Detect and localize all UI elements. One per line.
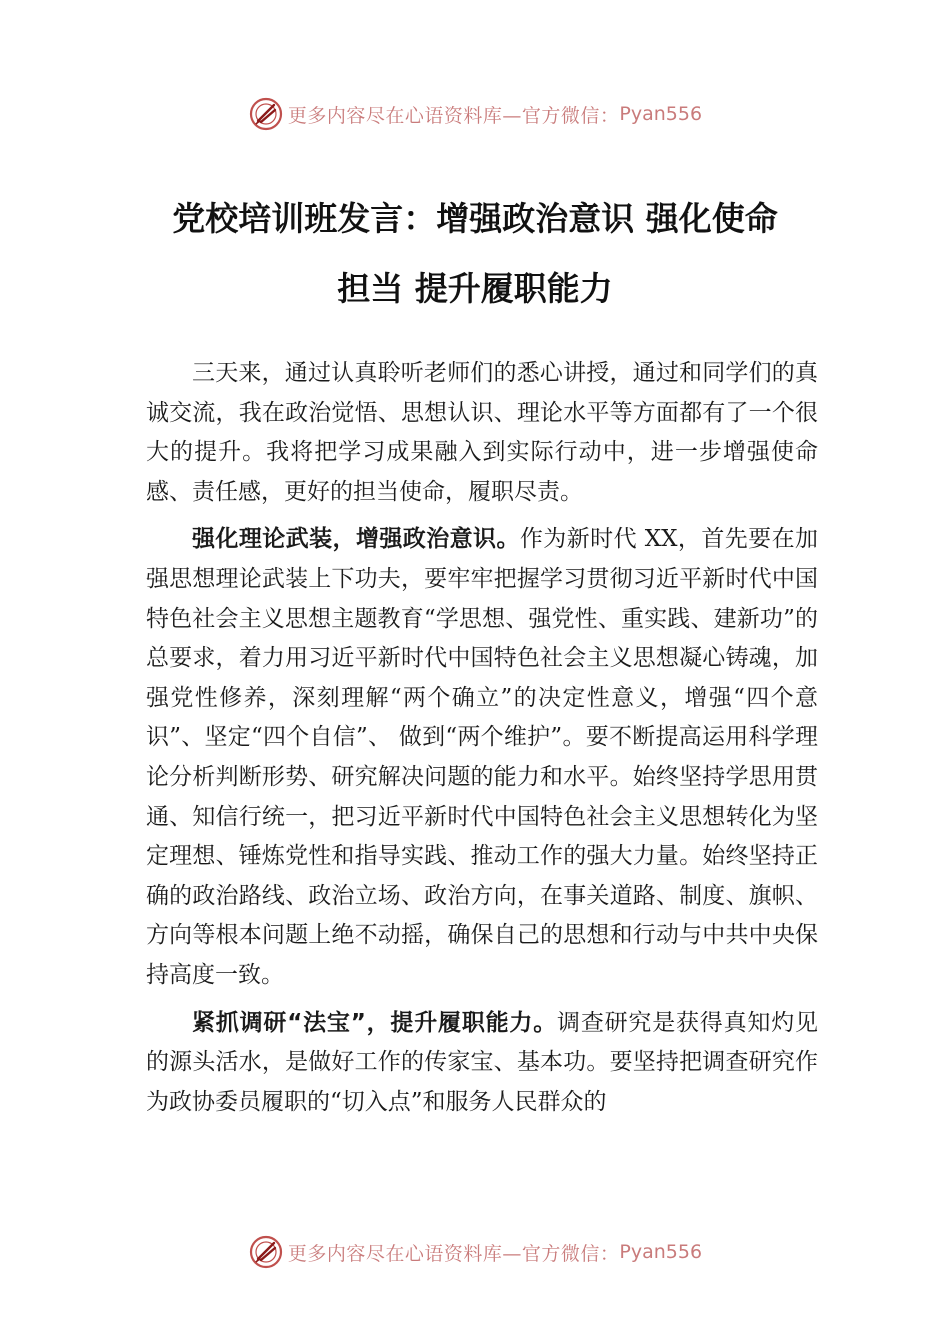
watermark-text: 更多内容尽在心语资料库—官方微信： bbox=[287, 104, 620, 127]
paragraph-text: 调查研究是获得真知灼见的源头活水，是做好工作的传家宝、基本功。要坚持把调查研究作为政协委员履职的“切入点”和服务人民群众的 bbox=[146, 1009, 819, 1115]
logo-icon bbox=[248, 1234, 284, 1270]
document-body bbox=[146, 354, 818, 1122]
watermark-wechat-id: Pyan556 bbox=[619, 1241, 703, 1263]
logo-icon bbox=[248, 96, 284, 132]
title-line-2: 担当 提升履职能力 bbox=[337, 269, 613, 308]
paragraph-research bbox=[146, 1004, 818, 1123]
paragraph-text: 作为新时代 XX，首先要在加强思想理论武装上下功夫，要牢牢把握学习贯彻习近平新时代中国特色社会主义思想主题教育“学思想、强党性、重实践、建新功”的总要求，着力用习近平新时代中国特色社会主义思想凝心铸魂，加强党性修养，深刻理解“两个确立”的决定性意义，增强“四个意识”、坚定“四个自信”、 做到“两个维护”。要不断提高运用科学理论分析判断形势、研究解决问题的能力和水平。始终坚持学思用贯通、知信行统一，把习近平新时代中国特色社会主义思想转化为坚定理想、锤炼党性和指导实践、推动工作的强大力量。始终坚持正确的政治路线、政治立场、政治方向，在事关道路、制度、旗帜、方向等根本问题上绝不动摇，确保自己的思想和行动与中共中央保持高度一致。 bbox=[146, 526, 818, 988]
watermark-banner-bottom bbox=[0, 1232, 950, 1272]
paragraph-heading: 紧抓调研“法宝”，提升履职能力。 bbox=[192, 1009, 558, 1036]
watermark-banner-top bbox=[0, 94, 950, 134]
title-line-1: 党校培训班发言：增强政治意识 强化使命 bbox=[172, 199, 778, 238]
watermark-text: 更多内容尽在心语资料库—官方微信： bbox=[287, 1242, 620, 1265]
watermark-wechat-id: Pyan556 bbox=[619, 103, 703, 125]
paragraph-theory bbox=[146, 520, 818, 995]
paragraph-text: 三天来，通过认真聆听老师们的悉心讲授，通过和同学们的真诚交流，我在政治觉悟、思想认识、理论水平等方面都有了一个很大的提升。我将把学习成果融入到实际行动中，进一步增强使命感、责任感，更好的担当使命，履职尽责。 bbox=[146, 360, 818, 505]
document-title bbox=[100, 184, 850, 324]
paragraph-heading: 强化理论武装，增强政治意识。 bbox=[192, 526, 520, 553]
paragraph-intro bbox=[146, 354, 818, 512]
